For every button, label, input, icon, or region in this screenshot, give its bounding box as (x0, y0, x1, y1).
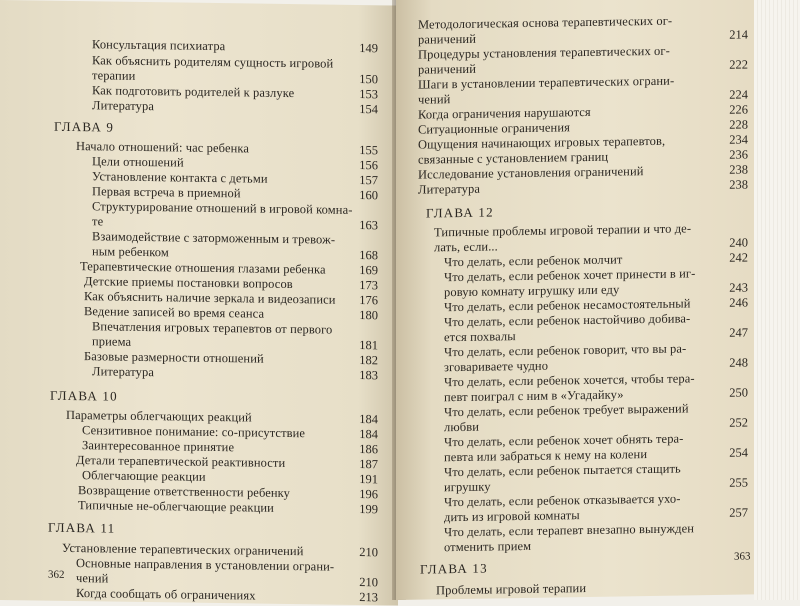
toc-page-number: 150 (359, 72, 378, 87)
toc-page-number: 213 (359, 590, 378, 605)
toc-entry: Базовые размерности отношений (84, 349, 264, 366)
toc-entry: чений (418, 92, 451, 107)
toc-page-number: 242 (729, 250, 748, 265)
toc-entry: Структурирование отношений в игровой комна- (92, 199, 353, 217)
toc-page-number: 214 (729, 27, 748, 42)
toc-page-number: 180 (359, 308, 378, 323)
toc-entry: Установление контакта с детьми (92, 169, 268, 186)
toc-entry: Шаги в установлении терапевтических ограни- (418, 73, 675, 92)
toc-entry: раничений (418, 31, 476, 47)
toc-entry: Проблемы игровой терапии (436, 581, 587, 598)
toc-entry: певт поиграл с ним в «Угадайку» (444, 387, 624, 405)
toc-entry: Методологическая основа терапевтических ог- (418, 13, 673, 32)
toc-page-number: 222 (729, 57, 748, 72)
toc-entry: Возвращение ответственности ребенку (78, 483, 291, 501)
toc-entry: Сензитивное понимание: со-присутствие (82, 423, 306, 441)
toc-entry: Что делать, если ребенок говорит, что вы ра- (444, 341, 687, 360)
toc-page-number: 248 (729, 355, 748, 370)
chapter-heading: ГЛАВА 9 (54, 118, 115, 135)
toc-page-number: 182 (359, 353, 378, 368)
toc-entry: раничений (418, 61, 476, 77)
toc-page-number: 168 (359, 248, 378, 263)
toc-page-number: 255 (729, 475, 748, 490)
toc-entry: Взаимодействие с заторможенным и тревож- (92, 229, 336, 247)
toc-entry: Когда сообщать об ограничениях (76, 586, 256, 603)
toc-entry: Что делать, если ребенок хочет обнять тера- (444, 431, 684, 450)
toc-entry: Что делать, если ребенок молчит (444, 252, 623, 270)
toc-entry: Первая встреча в приемной (92, 184, 241, 201)
toc-entry: Впечатления игровых терапевтов от первого (92, 319, 333, 337)
toc-entry: ровую комнату игрушку или еду (444, 282, 620, 300)
toc-page-number: 173 (359, 278, 378, 293)
toc-entry: приема (92, 334, 132, 349)
toc-page-number: 155 (359, 143, 378, 158)
toc-page-number: 224 (729, 87, 748, 102)
toc-entry: Когда ограничения нарушаются (418, 104, 591, 122)
toc-page-number: 238 (729, 162, 748, 177)
toc-page-number: 247 (729, 325, 748, 340)
toc-page-number: 234 (729, 132, 748, 147)
toc-entry: Ситуационные ограничения (418, 120, 570, 137)
toc-page-number: 257 (729, 505, 748, 520)
toc-page-number: 191 (359, 472, 378, 487)
toc-entry: лать, если... (434, 239, 498, 255)
right-page (396, 0, 754, 600)
toc-entry: Детские приемы постановки вопросов (84, 274, 293, 292)
toc-page-number: 243 (729, 280, 748, 295)
toc-entry: певта или забраться к нему на колени (444, 447, 648, 465)
toc-page-number: 156 (359, 158, 378, 173)
toc-entry: Как подготовить родителей к разлуке (92, 83, 295, 101)
chapter-heading: ГЛАВА 13 (420, 560, 488, 577)
toc-entry: Что делать, если ребенок настойчиво добива- (444, 311, 691, 330)
toc-entry: игрушку (444, 479, 491, 495)
toc-page-number: 196 (359, 487, 378, 502)
toc-entry: зговариваете чудно (444, 358, 549, 375)
left-page (0, 0, 398, 606)
toc-entry: любви (444, 419, 480, 435)
chapter-heading: ГЛАВА 10 (50, 387, 118, 404)
toc-page-number: 226 (729, 102, 748, 117)
toc-entry: те (92, 214, 104, 229)
toc-entry: Типичные проблемы игровой терапии и что де- (434, 221, 692, 240)
toc-page-number: 153 (359, 87, 378, 102)
toc-entry: Что делать, если ребенок несамостоятельный (444, 296, 691, 315)
toc-page-number: 163 (359, 218, 378, 233)
right-page-number: 363 (734, 550, 751, 563)
toc-page-number: 246 (729, 295, 748, 310)
toc-entry: Консультация психиатра (92, 37, 226, 54)
toc-entry: ется похвалы (444, 329, 516, 345)
toc-page-number: 176 (359, 293, 378, 308)
toc-page-number: 210 (359, 545, 378, 560)
page-edges (754, 0, 800, 600)
toc-entry: Что делать, если ребенок требует выражений (444, 401, 689, 420)
left-page-number: 362 (48, 568, 65, 581)
toc-entry: Заинтересованное принятие (82, 438, 235, 455)
toc-entry: Ощущения начинающих игровых терапевтов, (418, 133, 666, 152)
toc-entry: Исследование установления ограничений (418, 164, 644, 182)
chapter-heading: ГЛАВА 12 (426, 204, 494, 221)
toc-page-number: 228 (729, 117, 748, 132)
toc-entry: Процедуры установления терапевтических ог- (418, 43, 670, 62)
left-toc (0, 0, 398, 606)
toc-entry: Литература (92, 98, 154, 114)
toc-entry: Литература (92, 364, 154, 380)
toc-page-number: 238 (729, 177, 748, 192)
toc-entry: Основные направления в установлении ограни- (76, 556, 335, 574)
toc-entry: Как объяснить наличие зеркала и видеозаписи (84, 289, 336, 307)
toc-page-number: 181 (359, 338, 378, 353)
toc-entry: Облегчающие реакции (82, 468, 206, 484)
toc-page-number: 252 (729, 415, 748, 430)
toc-entry: чений (76, 571, 109, 586)
toc-entry: Что делать, если ребенок отказывается ухо- (444, 491, 681, 510)
toc-page-number: 186 (359, 442, 378, 457)
toc-page-number: 210 (359, 575, 378, 590)
toc-entry: отменить прием (444, 538, 532, 555)
toc-entry: Установление терапевтических ограничений (62, 540, 304, 559)
toc-page-number: 250 (729, 385, 748, 400)
toc-entry: ным ребенком (92, 244, 169, 260)
chapter-heading: ГЛАВА 11 (48, 519, 116, 536)
toc-page-number: 154 (359, 102, 378, 117)
toc-entry: терапии (92, 68, 136, 83)
toc-entry: Литература (418, 181, 480, 197)
right-toc (396, 0, 754, 600)
toc-entry: Что делать, если ребенок пытается стащить (444, 461, 681, 480)
toc-page-number: 169 (359, 263, 378, 278)
toc-page-number: 187 (359, 457, 378, 472)
toc-entry: Детали терапевтической реактивности (76, 453, 286, 470)
toc-page-number: 184 (359, 412, 378, 427)
toc-page-number: 183 (359, 368, 378, 383)
toc-entry: Типичные не-облегчающие реакции (78, 498, 274, 515)
toc-entry: связанные с установлением границ (418, 149, 609, 167)
toc-entry: Начало отношений: час ребенка (76, 139, 250, 156)
toc-entry: Терапевтические отношения глазами ребенка (80, 259, 326, 277)
toc-entry: Ведение записей во время сеанса (84, 304, 265, 321)
toc-page-number: 149 (359, 41, 378, 56)
toc-entry: Цели отношений (92, 154, 184, 170)
toc-entry: Параметры облегчающих реакций (66, 407, 252, 425)
toc-page-number: 240 (729, 235, 748, 250)
toc-entry: Как объяснить родителям сущность игровой (92, 53, 334, 71)
toc-page-number: 157 (359, 173, 378, 188)
toc-entry: Что делать, если ребенок хочется, чтобы тера- (444, 371, 695, 390)
toc-page-number: 160 (359, 188, 378, 203)
toc-page-number: 199 (359, 502, 378, 517)
toc-page-number: 254 (729, 445, 748, 460)
toc-entry: Что делать, если терапевт внезапно вынужден (444, 521, 695, 540)
toc-entry: дить из игровой комнаты (444, 508, 580, 525)
toc-page-number: 236 (729, 147, 748, 162)
toc-page-number: 184 (359, 427, 378, 442)
toc-entry: Что делать, если ребенок хочет принести в иг- (444, 266, 696, 285)
